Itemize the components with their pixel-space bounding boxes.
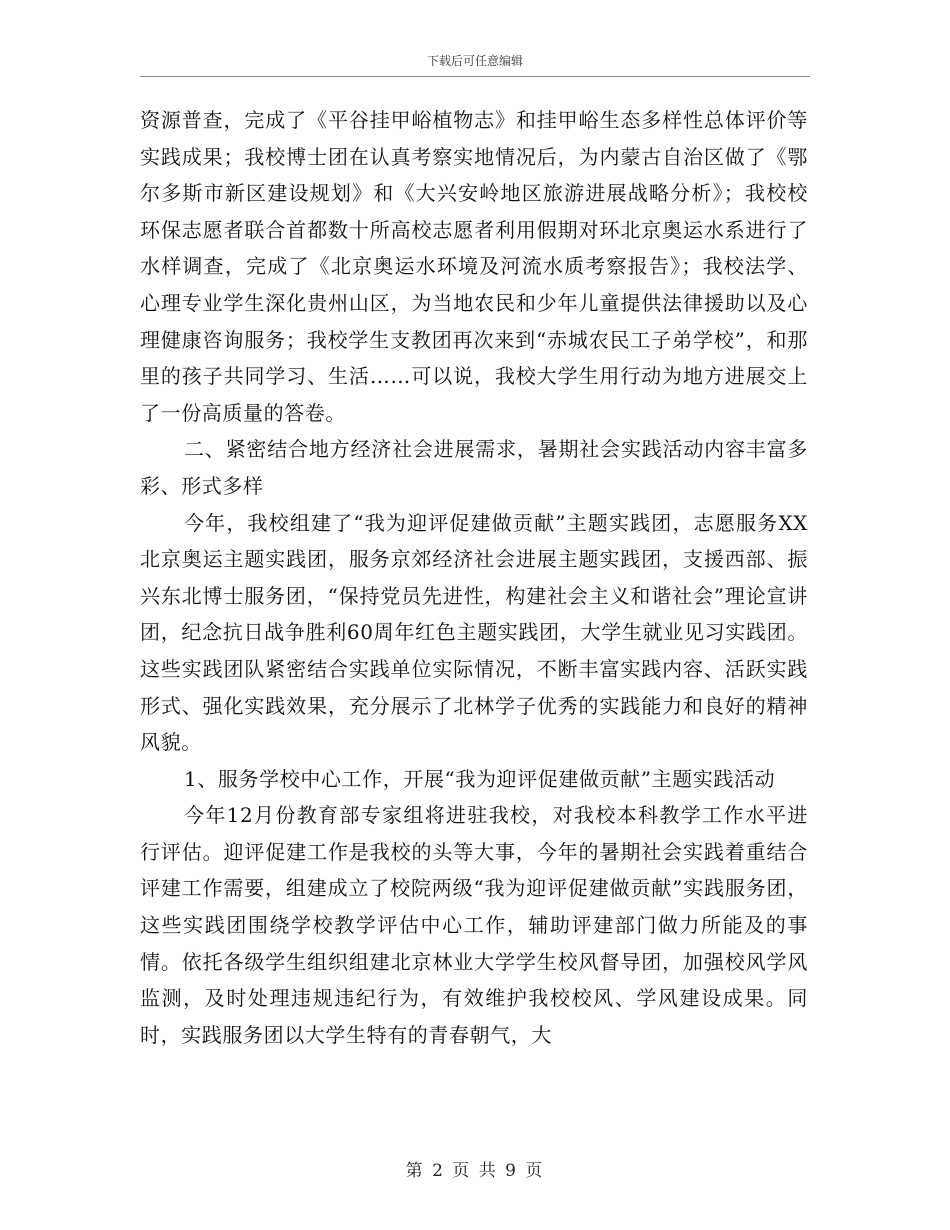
- document-body: [140, 102, 808, 1053]
- header-divider: [140, 76, 810, 77]
- section-heading-two: 二、紧密结合地方经济社会进展需求，暑期社会实践活动内容丰富多彩、形式多样: [140, 437, 808, 498]
- subsection-heading-one: 1、服务学校中心工作，开展“我为迎评促建做贡献”主题实践活动: [184, 766, 776, 791]
- paragraph-continuation: 资源普查，完成了《平谷挂甲峪植物志》和挂甲峪生态多样性总体评价等实践成果；我校博士团在认真考察实地情况后，为内蒙古自治区做了《鄂尔多斯市新区建设规划》和《大兴安岭地区旅游进展战略分析》；我校校环保志愿者联合首都数十所高校志愿者利用假期对环北京奥运水系进行了水样调查，完成了《北京奥运水环境及河流水质考察报告》；我校法学、心理专业学生深化贵州山区，为当地农民和少年儿童提供法律援助以及心理健康咨询服务；我校学生支教团再次来到“赤城农民工子弟学校”，和那里的孩子共同学习、生活……可以说，我校大学生用行动为地方进展交上了一份高质量的答卷。: [140, 108, 808, 425]
- paragraph-evaluation: 今年12月份教育部专家组将进驻我校，对我校本科教学工作水平进行评估。迎评促建工作是我校的头等大事，今年的暑期社会实践着重结合评建工作需要，组建成立了校院两级“我为迎评促建做贡献”实践服务团，这些实践团围绕学校教学评估中心工作，辅助评建部门做力所能及的事情。依托各级学生组织组建北京林业大学学生校风督导团，加强校风学风监测，及时处理违规违纪行为，有效维护我校校风、学风建设成果。同时，实践服务团以大学生特有的青春朝气，大: [140, 803, 808, 1047]
- page-number-footer: 第 2 页 共 9 页: [405, 1161, 545, 1181]
- page-header-note: 下载后可任意编辑: [426, 54, 523, 68]
- paragraph-practice-teams: 今年，我校组建了“我为迎评促建做贡献”主题实践团，志愿服务XX北京奥运主题实践团，服务京郊经济社会进展主题实践团，支援西部、振兴东北博士服务团，“保持党员先进性，构建社会主义和谐社会”理论宣讲团，纪念抗日战争胜利60周年红色主题实践团，大学生就业见习实践团。这些实践团队紧密结合实践单位实际情况，不断丰富实践内容、活跃实践形式、强化实践效果，充分展示了北林学子优秀的实践能力和良好的精神风貌。: [140, 510, 808, 755]
